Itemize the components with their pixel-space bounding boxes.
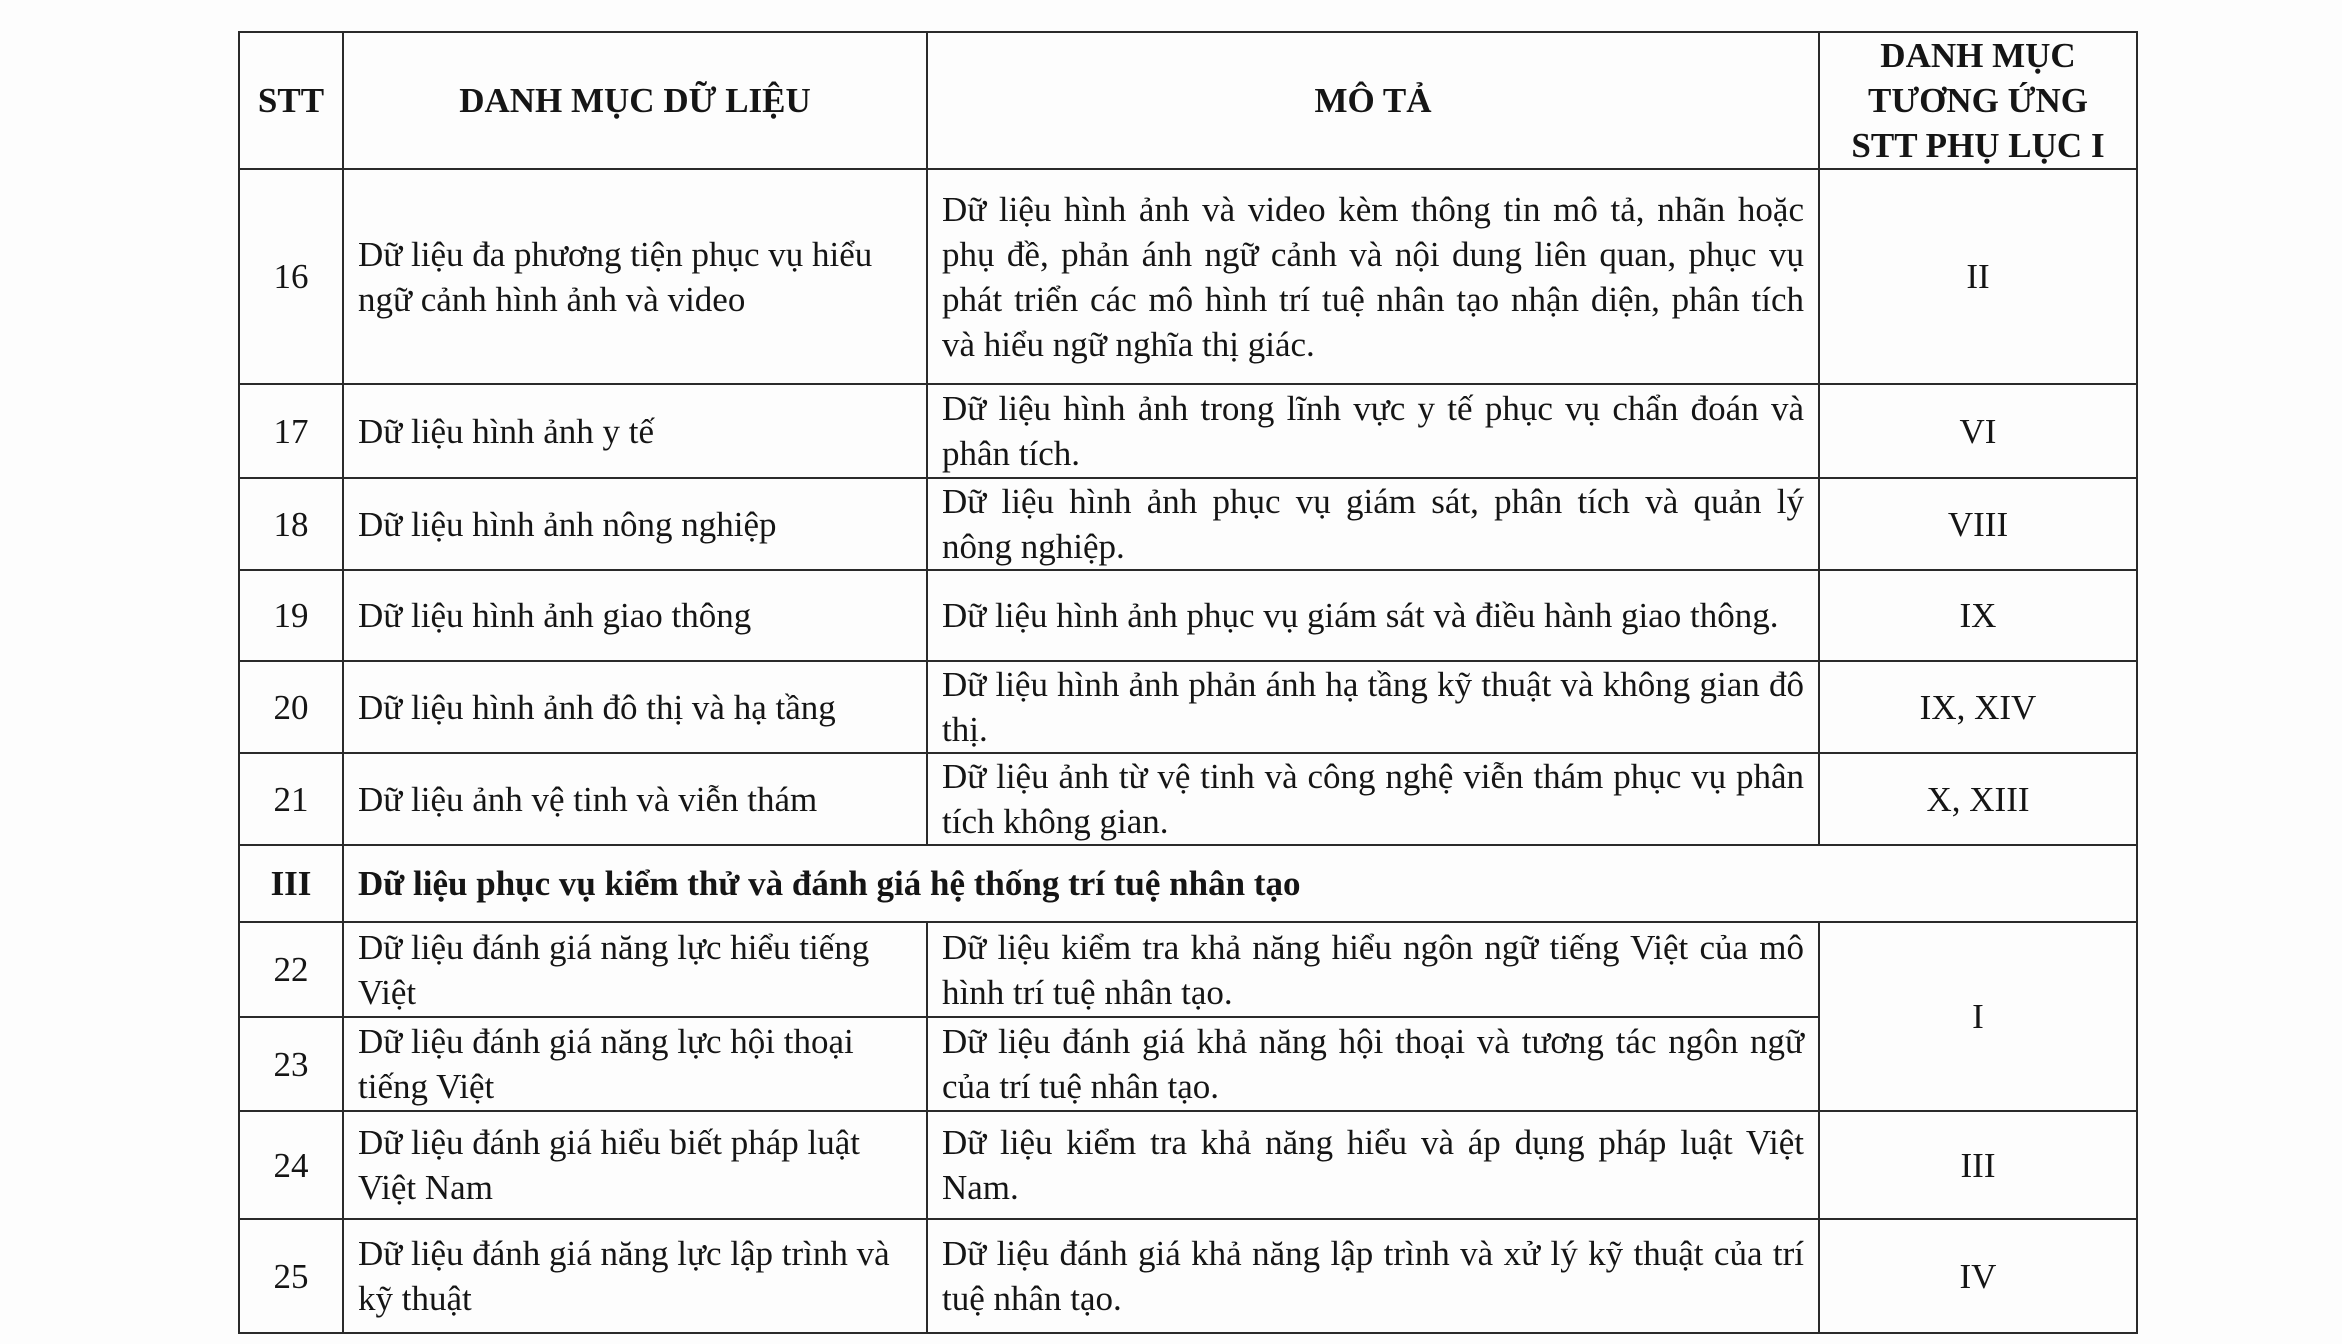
row-description: Dữ liệu kiểm tra khả năng hiểu ngôn ngữ tiếng Việt của mô hình trí tuệ nhân tạo. <box>927 922 1819 1017</box>
table-row <box>239 922 2137 1017</box>
row-description: Dữ liệu đánh giá khả năng hội thoại và tương tác ngôn ngữ của trí tuệ nhân tạo. <box>927 1017 1819 1111</box>
section-stt: III <box>239 845 343 922</box>
row-stt: 24 <box>239 1111 343 1219</box>
row-description: Dữ liệu hình ảnh phản ánh hạ tầng kỹ thuật và không gian đô thị. <box>927 661 1819 753</box>
row-category: Dữ liệu đánh giá năng lực hội thoại tiếng Việt <box>343 1017 927 1111</box>
table-row <box>239 384 2137 478</box>
row-appendix-ref: I <box>1819 922 2137 1111</box>
section-title: Dữ liệu phục vụ kiểm thử và đánh giá hệ thống trí tuệ nhân tạo <box>343 845 2137 922</box>
row-appendix-ref: X, XIII <box>1819 753 2137 845</box>
row-stt: 25 <box>239 1219 343 1333</box>
row-category: Dữ liệu đánh giá năng lực hiểu tiếng Việt <box>343 922 927 1017</box>
row-description: Dữ liệu hình ảnh phục vụ giám sát và điều hành giao thông. <box>927 570 1819 661</box>
row-description: Dữ liệu kiểm tra khả năng hiểu và áp dụng pháp luật Việt Nam. <box>927 1111 1819 1219</box>
header-row <box>239 32 2137 169</box>
row-appendix-ref: III <box>1819 1111 2137 1219</box>
row-category: Dữ liệu đánh giá hiểu biết pháp luật Việt Nam <box>343 1111 927 1219</box>
row-description: Dữ liệu ảnh từ vệ tinh và công nghệ viễn thám phục vụ phân tích không gian. <box>927 753 1819 845</box>
table-row <box>239 1219 2137 1333</box>
row-stt: 20 <box>239 661 343 753</box>
row-appendix-ref: II <box>1819 169 2137 384</box>
header-appendix-ref: DANH MỤC TƯƠNG ỨNG STT PHỤ LỤC I <box>1819 32 2137 169</box>
row-appendix-ref: VI <box>1819 384 2137 478</box>
row-description: Dữ liệu hình ảnh và video kèm thông tin mô tả, nhãn hoặc phụ đề, phản ánh ngữ cảnh và nội dung liên quan, phục vụ phát triển các mô hình trí tuệ nhân tạo nhận diện, phân tích và hiểu ngữ nghĩa thị giác. <box>927 169 1819 384</box>
header-category: DANH MỤC DỮ LIỆU <box>343 32 927 169</box>
table-row <box>239 570 2137 661</box>
row-category: Dữ liệu hình ảnh giao thông <box>343 570 927 661</box>
row-stt: 16 <box>239 169 343 384</box>
row-appendix-ref: IX, XIV <box>1819 661 2137 753</box>
row-category: Dữ liệu đánh giá năng lực lập trình và kỹ thuật <box>343 1219 927 1333</box>
row-stt: 23 <box>239 1017 343 1111</box>
row-stt: 21 <box>239 753 343 845</box>
row-category: Dữ liệu hình ảnh đô thị và hạ tầng <box>343 661 927 753</box>
row-category: Dữ liệu ảnh vệ tinh và viễn thám <box>343 753 927 845</box>
header-stt: STT <box>239 32 343 169</box>
data-catalog-table <box>238 31 2138 1334</box>
table-row <box>239 169 2137 384</box>
table-row <box>239 1111 2137 1219</box>
row-stt: 18 <box>239 478 343 570</box>
row-stt: 19 <box>239 570 343 661</box>
row-stt: 17 <box>239 384 343 478</box>
row-description: Dữ liệu hình ảnh phục vụ giám sát, phân tích và quản lý nông nghiệp. <box>927 478 1819 570</box>
row-stt: 22 <box>239 922 343 1017</box>
row-appendix-ref: IV <box>1819 1219 2137 1333</box>
row-category: Dữ liệu đa phương tiện phục vụ hiểu ngữ cảnh hình ảnh và video <box>343 169 927 384</box>
row-category: Dữ liệu hình ảnh nông nghiệp <box>343 478 927 570</box>
row-description: Dữ liệu đánh giá khả năng lập trình và xử lý kỹ thuật của trí tuệ nhân tạo. <box>927 1219 1819 1333</box>
row-description: Dữ liệu hình ảnh trong lĩnh vực y tế phục vụ chẩn đoán và phân tích. <box>927 384 1819 478</box>
header-description: MÔ TẢ <box>927 32 1819 169</box>
row-category: Dữ liệu hình ảnh y tế <box>343 384 927 478</box>
table-row <box>239 753 2137 845</box>
row-appendix-ref: IX <box>1819 570 2137 661</box>
section-row <box>239 845 2137 922</box>
table-row <box>239 661 2137 753</box>
table-row <box>239 478 2137 570</box>
row-appendix-ref: VIII <box>1819 478 2137 570</box>
